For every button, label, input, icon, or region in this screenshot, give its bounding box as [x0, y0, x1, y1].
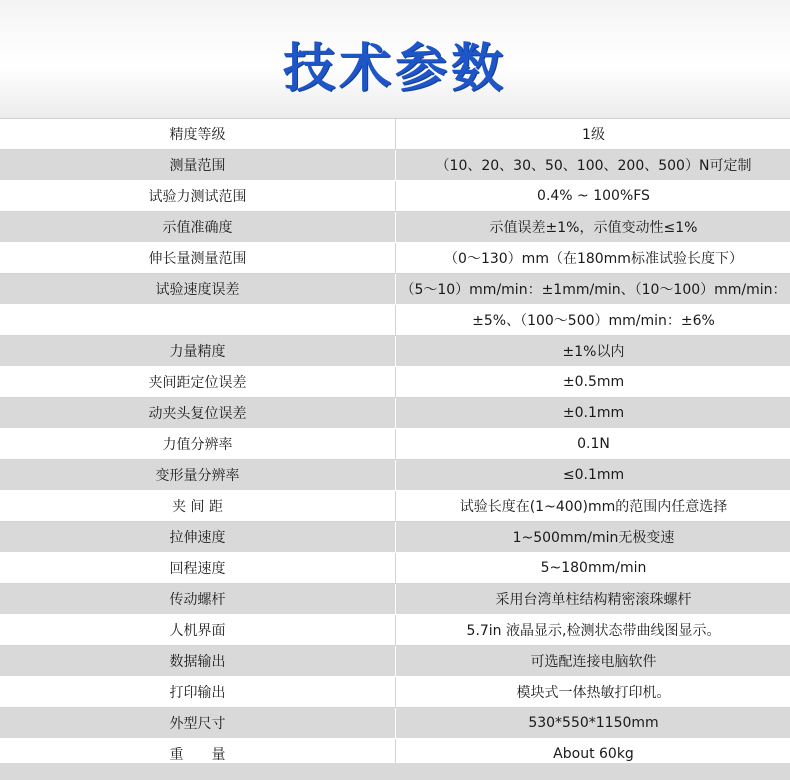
param-label: 试验力测试范围: [0, 181, 396, 212]
table-row: [0, 119, 790, 150]
spec-table: [0, 118, 790, 770]
param-value: About 60kg: [396, 739, 790, 770]
table-row: [0, 553, 790, 584]
table-row: [0, 615, 790, 646]
param-value: 采用台湾单柱结构精密滚珠螺杆: [396, 584, 790, 615]
param-label: 测量范围: [0, 150, 396, 181]
param-value: （0～130）mm（在180mm标准试验长度下）: [396, 243, 790, 274]
param-value: 5.7in 液晶显示,检测状态带曲线图显示。: [396, 615, 790, 646]
param-value: （10、20、30、50、100、200、500）N可定制: [396, 150, 790, 181]
param-value: （5～10）mm/min：±1mm/min、（10～100）mm/min：: [396, 274, 790, 305]
table-row: [0, 212, 790, 243]
table-row: [0, 677, 790, 708]
table-row: [0, 305, 790, 336]
param-label: 示值准确度: [0, 212, 396, 243]
param-label: 夹 间 距: [0, 491, 396, 522]
table-row: [0, 460, 790, 491]
param-value: ±5%、（100～500）mm/min：±6%: [396, 305, 790, 336]
param-label: 精度等级: [0, 119, 396, 150]
param-label: 回程速度: [0, 553, 396, 584]
table-row: [0, 274, 790, 305]
param-label: 重 量: [0, 739, 396, 770]
table-bottom-band: [0, 763, 790, 780]
param-label: 人机界面: [0, 615, 396, 646]
param-value: ±1%以内: [396, 336, 790, 367]
param-label: 夹间距定位误差: [0, 367, 396, 398]
table-row: [0, 181, 790, 212]
param-value: ±0.5mm: [396, 367, 790, 398]
param-value: 示值误差±1%，示值变动性≤1%: [396, 212, 790, 243]
param-label: 打印输出: [0, 677, 396, 708]
param-value: 1级: [396, 119, 790, 150]
param-value: 可选配连接电脑软件: [396, 646, 790, 677]
param-label: 拉伸速度: [0, 522, 396, 553]
param-value: 530*550*1150mm: [396, 708, 790, 739]
param-value: 0.4% ~ 100%FS: [396, 181, 790, 212]
table-row: [0, 243, 790, 274]
param-value: 1~500mm/min无极变速: [396, 522, 790, 553]
param-label: 动夹头复位误差: [0, 398, 396, 429]
param-value: 试验长度在(1~400)mm的范围内任意选择: [396, 491, 790, 522]
table-row: [0, 150, 790, 181]
param-label: 数据输出: [0, 646, 396, 677]
param-label: 外型尺寸: [0, 708, 396, 739]
param-value: ±0.1mm: [396, 398, 790, 429]
table-row: [0, 367, 790, 398]
param-label: 试验速度误差: [0, 274, 396, 305]
table-row: [0, 336, 790, 367]
table-row: [0, 584, 790, 615]
table-row: [0, 708, 790, 739]
param-label: 变形量分辨率: [0, 460, 396, 491]
param-label: 力值分辨率: [0, 429, 396, 460]
param-value: 5~180mm/min: [396, 553, 790, 584]
param-label: 伸长量测量范围: [0, 243, 396, 274]
table-row: [0, 429, 790, 460]
param-value: 0.1N: [396, 429, 790, 460]
page-header: [0, 0, 790, 119]
param-label: 力量精度: [0, 336, 396, 367]
table-row: [0, 646, 790, 677]
table-row: [0, 522, 790, 553]
param-label: 传动螺杆: [0, 584, 396, 615]
table-row: [0, 491, 790, 522]
param-value: 模块式一体热敏打印机。: [396, 677, 790, 708]
table-row: [0, 398, 790, 429]
page-title: 技术参数: [282, 39, 507, 99]
param-label: [0, 305, 396, 336]
param-value: ≤0.1mm: [396, 460, 790, 491]
